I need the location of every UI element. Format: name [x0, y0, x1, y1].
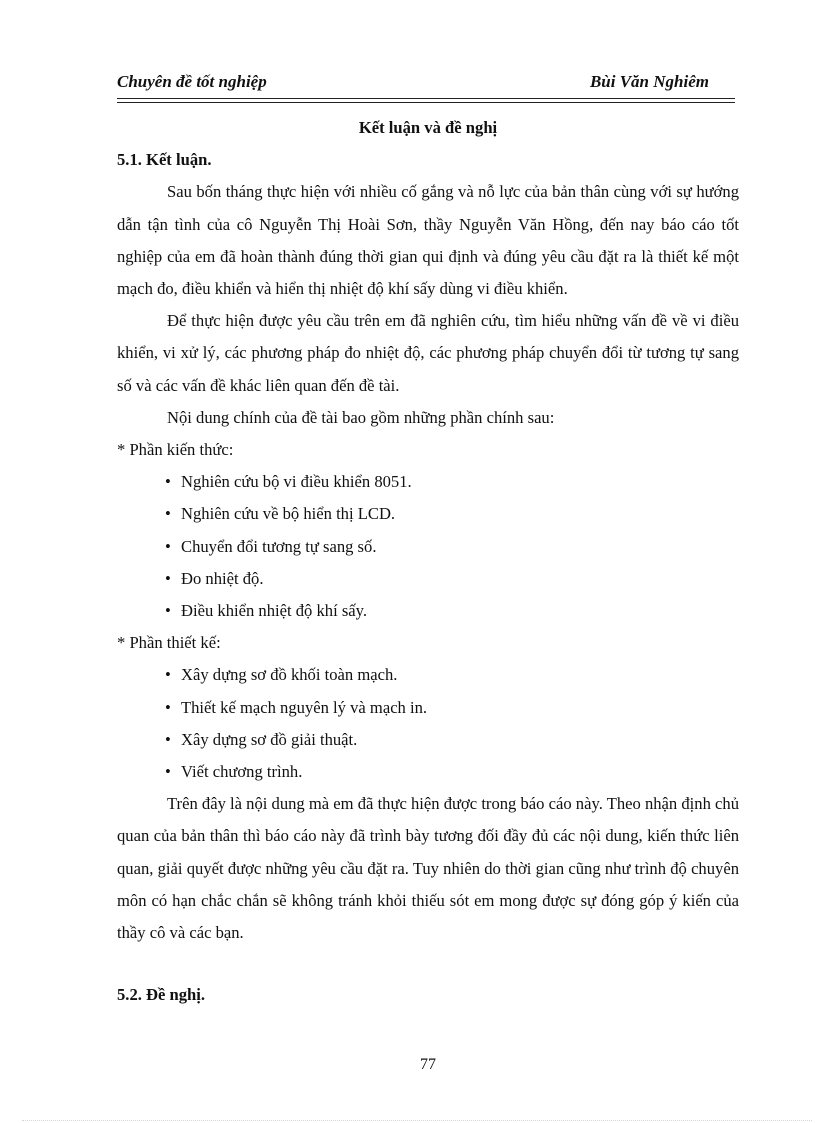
paragraph-closing: Trên đây là nội dung mà em đã thực hiện được trong báo cáo này. Theo nhận định chủ quan của bản thân thì báo cáo này đã trình bày tương đối đầy đủ các nội dung, kiến thức liên quan, giải quyết được những yêu cầu đặt ra. Tuy nhiên do thời gian cũng như trình độ chuyên môn có hạn chắc chắn sẽ không tránh khỏi thiếu sót em mong được sự đóng góp ý kiến của thầy cô và các bạn.	[117, 794, 739, 943]
page-body	[117, 112, 739, 1011]
list-item-text: Viết chương trình.	[181, 762, 303, 782]
knowledge-list	[117, 466, 739, 627]
list-item-text: Xây dựng sơ đồ khối toàn mạch.	[181, 665, 398, 685]
page-header	[117, 70, 735, 94]
page-number: 77	[420, 1056, 436, 1073]
knowledge-section-label: * Phần kiến thức:	[117, 440, 234, 460]
bullet-icon: •	[165, 762, 171, 782]
list-item-text: Chuyển đổi tương tự sang số.	[181, 536, 377, 556]
bullet-icon: •	[165, 697, 171, 717]
list-item	[117, 595, 739, 627]
list-item-text: Nghiên cứu bộ vi điều khiển 8051.	[181, 472, 412, 492]
header-rule-bottom	[117, 102, 735, 103]
list-item	[117, 531, 739, 563]
bullet-icon: •	[165, 568, 171, 588]
paragraph-content-summary: Nội dung chính của đề tài bao gồm những phần chính sau:	[167, 407, 555, 427]
section-heading-conclusion: 5.1. Kết luận.	[117, 150, 212, 170]
list-item-text: Điều khiển nhiệt độ khí sấy.	[181, 601, 368, 621]
design-section-label: * Phần thiết kế:	[117, 633, 221, 653]
list-item-text: Thiết kế mạch nguyên lý và mạch in.	[181, 697, 428, 717]
list-item	[117, 563, 739, 595]
list-item	[117, 466, 739, 498]
bullet-icon: •	[165, 472, 171, 492]
page-title: Kết luận và đề nghị	[358, 118, 498, 137]
list-item	[117, 724, 739, 756]
list-item-text: Xây dựng sơ đồ giải thuật.	[181, 729, 358, 749]
header-rule-top	[117, 98, 735, 99]
bullet-icon: •	[165, 536, 171, 556]
design-list	[117, 659, 739, 788]
bullet-icon: •	[165, 665, 171, 685]
section-heading-recommendation: 5.2. Đề nghị.	[117, 985, 206, 1005]
list-item	[117, 692, 739, 724]
paragraph-research: Để thực hiện được yêu cầu trên em đã nghiên cứu, tìm hiểu những vấn đề về vi điều khiển, vi xử lý, các phương pháp đo nhiệt độ, các phương pháp chuyển đổi từ tương tự sang số và các vấn đề khác liên quan đến đề tài.	[117, 311, 739, 395]
list-item-text: Nghiên cứu về bộ hiển thị LCD.	[181, 504, 396, 524]
bullet-icon: •	[165, 504, 171, 524]
bullet-icon: •	[165, 601, 171, 621]
list-item-text: Đo nhiệt độ.	[181, 568, 264, 588]
section-spacer	[117, 949, 739, 979]
page-bottom-border	[22, 1120, 812, 1121]
bullet-icon: •	[165, 729, 171, 749]
paragraph-intro: Sau bốn tháng thực hiện với nhiều cố gắng và nỗ lực của bản thân cùng với sự hướng dẫn tận tình của cô Nguyễn Thị Hoài Sơn, thầy Nguyễn Văn Hồng, đến nay báo cáo tốt nghiệp của em đã hoàn thành đúng thời gian qui định và đúng yêu cầu đặt ra là thiết kế một mạch đo, điều khiển và hiển thị nhiệt độ khí sấy dùng vi điều khiển.	[117, 182, 739, 299]
header-document-type: Chuyên đề tốt nghiệp	[117, 72, 267, 91]
header-author: Bùi Văn Nghiêm	[589, 72, 709, 91]
list-item	[117, 498, 739, 530]
list-item	[117, 659, 739, 691]
list-item	[117, 756, 739, 788]
